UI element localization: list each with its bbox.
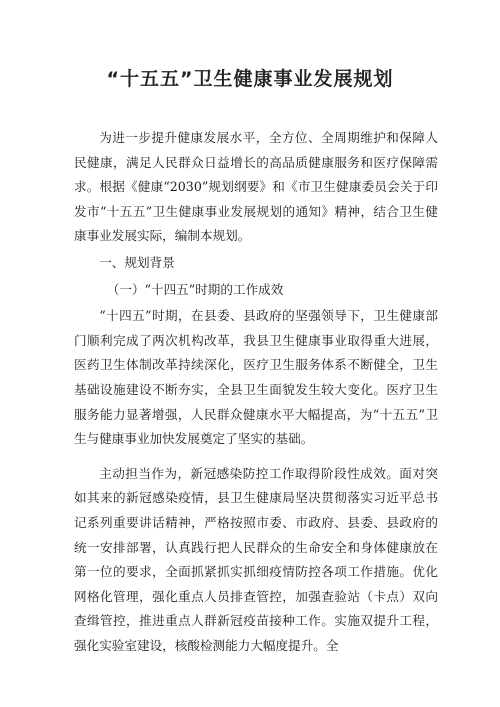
body-paragraph: “十四五”时期，在县委、县政府的坚强领导下，卫生健康部门顺利完成了两次机构改革，我县卫生健康事业取得重大进展，医药卫生体制改革持续深化，医疗卫生服务体系不断健全，卫生基础设施建设不断夯实，全县卫生面貌发生较大变化。医疗卫生服务能力显著增强，人民群众健康水平大幅提高，为“十五五”卫生与健康事业加快发展奠定了坚实的基础。 xyxy=(74,308,438,447)
intro-paragraph: 为进一步提升健康发展水平，全方位、全周期维护和保障人民健康，满足人民群众日益增长的高品质健康服务和医疗保障需求。根据《健康“2030”规划纲要》和《市卫生健康委员会关于印发市“十五五”卫生健康事业发展规划的通知》精神，结合卫生健康事业发展实际，编制本规划。 xyxy=(74,130,438,244)
document-body xyxy=(74,126,438,658)
section-heading: 一、规划背景 xyxy=(99,254,175,270)
body-paragraph: 主动担当作为，新冠感染防控工作取得阶段性成效。面对突如其来的新冠感染疫情，县卫生健康局坚决贯彻落实习近平总书记系列重要讲话精神，严格按照市委、市政府、县委、县政府的统一安排部署，认真践行把人民群众的生命安全和身体健康放在第一位的要求，全面抓紧抓实抓细疫情防控各项工作措施。优化网格化管理，强化重点人员排查管控，加强查验站（卡点）双向查缉管控，推进重点人群新冠疫苗接种工作。实施双提升工程，强化实验室建设，核酸检测能力大幅度提升。全 xyxy=(74,465,438,653)
subsection-heading: （一）“十四五”时期的工作成效 xyxy=(106,281,284,297)
document-title: “十五五”卫生健康事业发展规划 xyxy=(106,68,394,90)
